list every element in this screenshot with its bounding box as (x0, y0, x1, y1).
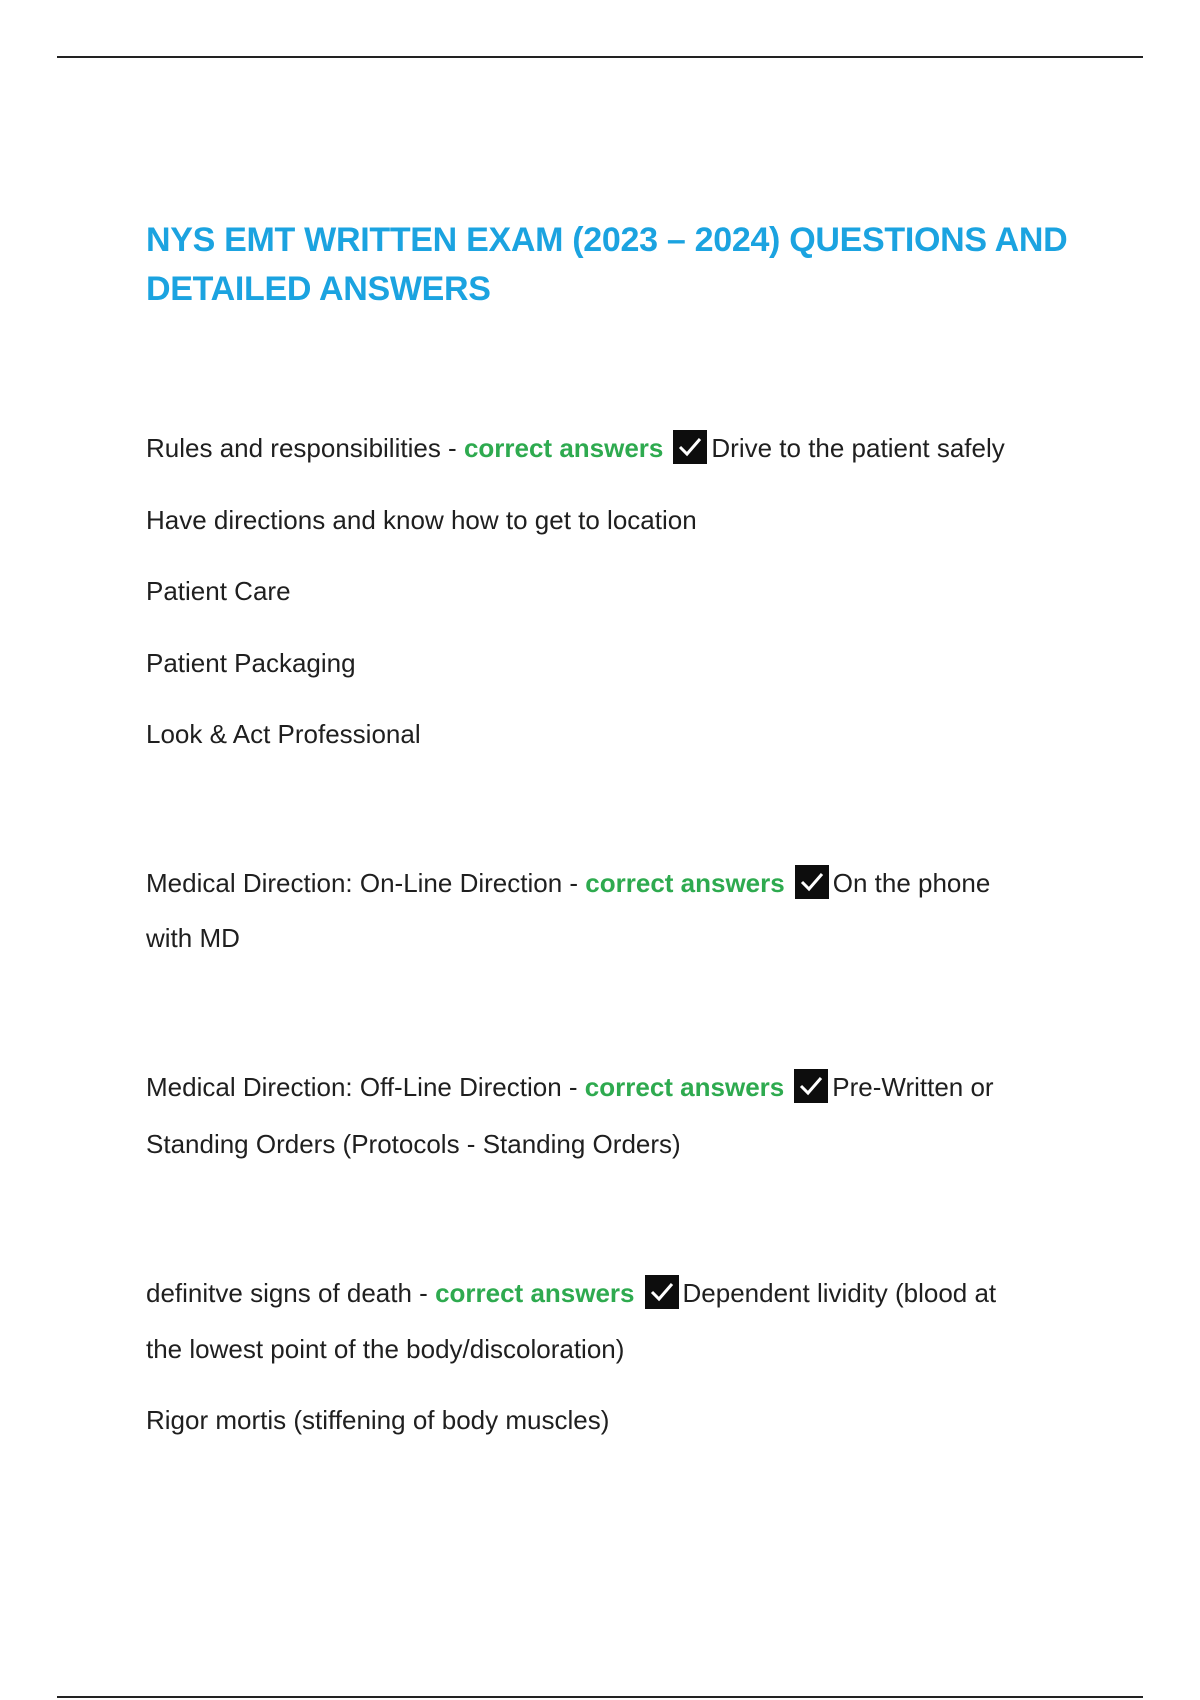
qa-4-answer-line: Rigor mortis (stiffening of body muscles) (146, 1405, 610, 1435)
qa-4-question-line (146, 1275, 996, 1310)
qa-1-answer-line: Patient Packaging (146, 648, 356, 678)
checkmark-box-icon (795, 865, 829, 899)
qa-2-question-line (146, 865, 990, 900)
qa-4-answer-tag: correct answers (435, 1278, 635, 1308)
qa-1-question: Rules and responsibilities - (146, 433, 464, 463)
checkmark-box-icon (645, 1275, 679, 1309)
qa-4-answer: Dependent lividity (blood at (682, 1278, 997, 1308)
qa-1-answer-tag: correct answers (463, 433, 664, 463)
qa-2-answer-line: with MD (146, 923, 240, 953)
qa-1-answer-line: Look & Act Professional (146, 719, 421, 749)
qa-3-answer-tag: correct answers (584, 1072, 785, 1102)
qa-2-answer-tag: correct answers (585, 868, 785, 898)
checkmark-box-icon (794, 1069, 828, 1103)
qa-2-question: Medical Direction: On-Line Direction - (146, 868, 586, 898)
qa-3-question-line (146, 1069, 994, 1104)
header-rule (57, 56, 1143, 58)
footer-rule (57, 1696, 1143, 1698)
qa-3-question: Medical Direction: Off-Line Direction - (146, 1072, 585, 1102)
qa-3-answer-line: Standing Orders (Protocols - Standing Orders) (146, 1129, 681, 1159)
qa-4-answer-line: the lowest point of the body/discoloration) (146, 1334, 625, 1364)
qa-3-answer: Pre-Written or (832, 1072, 994, 1102)
qa-1-answer-line: Have directions and know how to get to location (146, 505, 697, 535)
document-title: NYS EMT WRITTEN EXAM (2023 – 2024) QUESTIONS AND DETAILED ANSWERS (146, 221, 1068, 308)
qa-1-answer-line: Patient Care (146, 576, 291, 606)
qa-1-question-line (146, 430, 1005, 465)
qa-1-answer: Drive to the patient safely (711, 433, 1005, 463)
qa-2-answer: On the phone (832, 868, 991, 898)
qa-4-question: definitve signs of death - (146, 1278, 436, 1308)
checkmark-box-icon (673, 430, 707, 464)
